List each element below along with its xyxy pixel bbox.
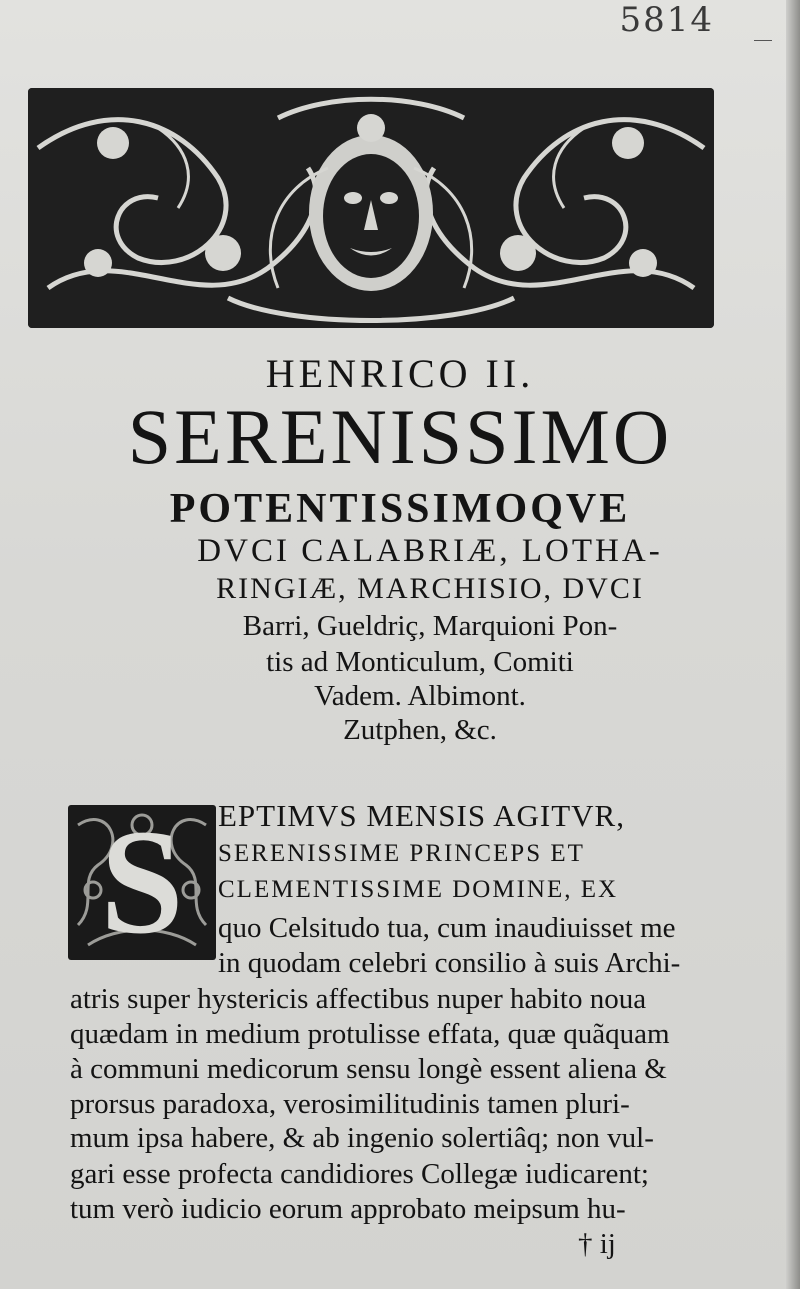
dedication-title: SERENISSIMO [127,393,673,480]
decorated-initial-icon [68,805,216,960]
text-line: CLEMENTISSIME DOMINE, EX [218,876,619,903]
dedication-line: tis ad Monticulum, Comiti [266,646,574,678]
text-line: quædam in medium protulisse effata, quæ quãquam [70,1018,670,1050]
dedication-line: Zutphen, &c. [343,714,497,746]
dedication-line: Vadem. Albimont. [314,680,526,712]
text-line: gari esse profecta candidiores Collegæ iudicarent; [70,1158,649,1190]
dedication-line: Barri, Gueldriç, Marquioni Pon- [242,610,618,642]
dedication-line: DVCI CALABRIÆ, LOTHA- [197,533,663,569]
text-line: atris super hystericis affectibus nuper habito noua [70,983,647,1015]
text-line: quo Celsitudo tua, cum inaudiuisset me [218,912,676,944]
text-line: prorsus paradoxa, verosimilitudinis tamen pluri- [70,1088,630,1120]
signature-mark: † ij [578,1228,616,1260]
text-line: à communi medicorum sensu longè essent aliena & [70,1053,667,1085]
dedication-name: HENRICO II. [265,351,535,396]
text-line: EPTIMVS MENSIS AGITVR, [218,798,625,833]
text-line: mum ipsa habere, & ab ingenio solertiâq; non vul- [70,1122,654,1154]
text-line: SERENISSIME PRINCEPS ET [218,840,585,867]
folio-underline [754,40,772,41]
ornamental-headpiece-icon [28,88,714,328]
dedication-line: RINGIÆ, MARCHISIO, DVCI [216,572,644,605]
folio-number: 5814 [619,0,714,40]
initial-letter: S [100,805,184,960]
text-line: tum verò iudicio eorum approbato meipsum hu- [70,1193,626,1225]
page-edge-shadow [786,0,800,1289]
dedication-subtitle: POTENTISSIMOQVE [169,486,631,532]
text-line: in quodam celebri consilio à suis Archi- [218,947,681,979]
